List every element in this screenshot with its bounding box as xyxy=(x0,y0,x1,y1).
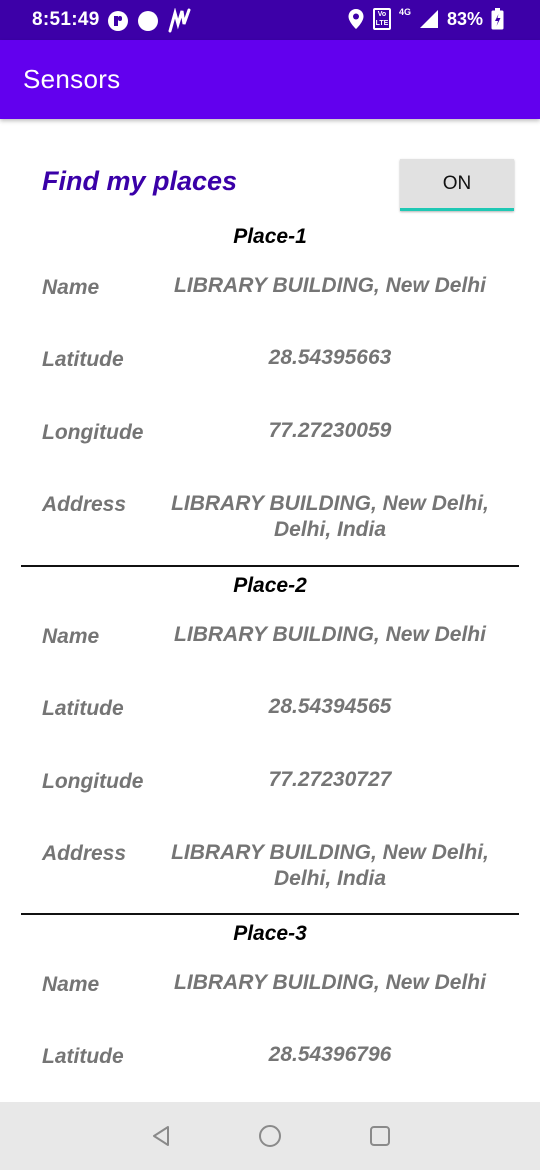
place-divider xyxy=(21,565,519,567)
place-3-latitude-value: 28.54396796 xyxy=(268,1043,392,1066)
place-2-name-value: LIBRARY BUILDING, New Delhi xyxy=(174,623,486,646)
place-3-latitude-label: Latitude xyxy=(42,1045,124,1068)
place-2-name-label: Name xyxy=(42,625,100,648)
place-2-address-line2: Delhi, India xyxy=(273,867,386,890)
place-3-title: Place-3 xyxy=(233,922,307,945)
volte-icon xyxy=(373,8,391,30)
location-icon xyxy=(347,8,365,30)
place-1-name-value: LIBRARY BUILDING, New Delhi xyxy=(174,274,486,297)
battery-percent: 83% xyxy=(446,8,483,29)
place-1-longitude-label: Longitude xyxy=(42,421,144,444)
place-1-title: Place-1 xyxy=(233,225,307,248)
app-m-icon xyxy=(167,8,193,34)
page-title: Find my places xyxy=(42,166,238,196)
status-time: 8:51:49 xyxy=(32,9,100,30)
place-2-address-line1: LIBRARY BUILDING, New Delhi, xyxy=(171,841,489,864)
place-1-latitude-value: 28.54395663 xyxy=(268,346,392,369)
lte-label: LTE xyxy=(375,20,389,27)
circle-notification-icon xyxy=(137,10,159,32)
battery-icon xyxy=(491,8,504,30)
place-2-address-value xyxy=(160,840,500,892)
signal-icon xyxy=(419,9,439,29)
app-title: Sensors xyxy=(23,64,121,94)
pocket-icon xyxy=(107,10,129,32)
status-bar xyxy=(0,0,540,40)
back-icon[interactable] xyxy=(149,1124,173,1148)
network-type: 4G xyxy=(398,7,411,17)
app-bar xyxy=(0,40,540,119)
place-divider xyxy=(21,913,519,915)
place-1-name-label: Name xyxy=(42,276,100,299)
place-2-latitude-label: Latitude xyxy=(42,697,124,720)
volte-label: Vo xyxy=(377,11,387,18)
place-1-address-label: Address xyxy=(42,493,127,516)
place-1-address-line2: Delhi, India xyxy=(273,518,386,541)
navigation-bar xyxy=(0,1102,540,1170)
place-1-address-value xyxy=(160,491,500,543)
place-2-address-label: Address xyxy=(42,842,127,865)
notification-icons xyxy=(107,8,193,34)
home-icon[interactable] xyxy=(258,1124,282,1148)
place-2-title: Place-2 xyxy=(233,574,307,597)
place-2-longitude-label: Longitude xyxy=(42,770,144,793)
place-1-longitude-value: 77.27230059 xyxy=(268,419,392,442)
place-1-address-line1: LIBRARY BUILDING, New Delhi, xyxy=(171,492,489,515)
place-3-name-label: Name xyxy=(42,973,100,996)
place-3-name-value: LIBRARY BUILDING, New Delhi xyxy=(174,971,486,994)
system-status-icons xyxy=(347,8,504,30)
place-2-longitude-value: 77.27230727 xyxy=(268,768,392,791)
place-1-latitude-label: Latitude xyxy=(42,348,124,371)
recents-icon[interactable] xyxy=(368,1124,392,1148)
location-toggle-button[interactable]: ON xyxy=(400,159,514,211)
place-2-latitude-value: 28.54394565 xyxy=(268,695,392,718)
